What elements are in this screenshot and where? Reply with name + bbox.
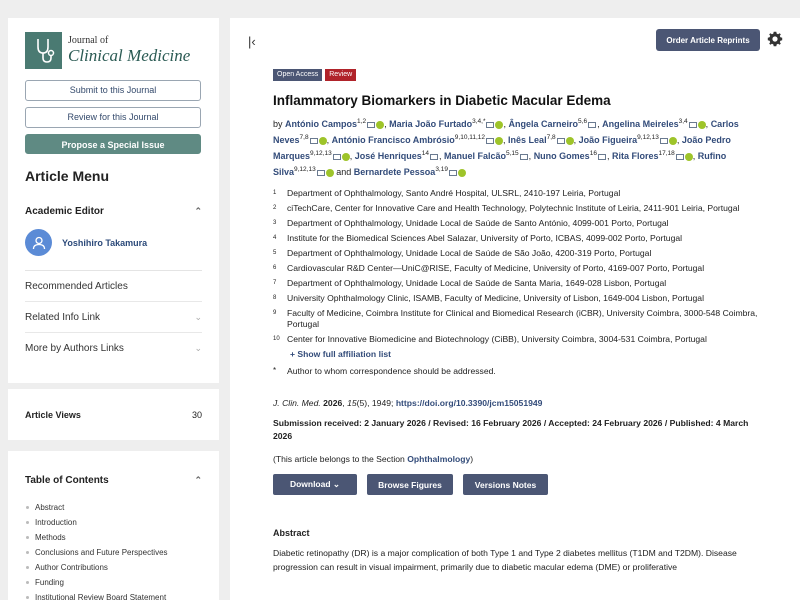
author-affil-sup: 1,2 (357, 118, 367, 125)
stethoscope-icon (25, 32, 62, 69)
orcid-icon[interactable] (458, 169, 466, 177)
author-link[interactable]: Carlos Neves (273, 119, 739, 145)
author-link[interactable]: João Figueira (578, 135, 638, 145)
affiliation-number: 3 (273, 220, 277, 226)
author-list: by António Campos$^{1,2}$ , Maria João Furtado$^{3,4,*}$ , Ângela Carneiro$^{5,6}$ , Angelina Meireles$^{3,4}$ , Carlos Neves$^{7,8}$ , António Francisco Ambrósio$^{9,10,11,12}$ , Inês Leal$^{7,8}$ , João Figueira$^{9,12,13}$ , João Pedro Marques$^{9,12,13}$ , José Henriques$^{14}$ , Manuel Falcão$^{5,15}$ , Nuno Gomes$^{16}$ , Rita Flores$^{17,18}$ , Rufino Silva$^{9,12,13}$ and Bernardete Pessoa$^{3,19}$ (273, 118, 739, 177)
section-prefix: (This article belongs to the Section (273, 454, 408, 464)
toc-item[interactable]: Conclusions and Future Perspectives (25, 545, 202, 560)
affiliation-item (273, 334, 763, 345)
article-views-label: Article Views (25, 409, 81, 420)
toc-toggle[interactable] (25, 475, 202, 486)
article-views-count: 30 (191, 409, 202, 420)
affiliation-text: Cardiovascular R&D Center—UniC@RISE, Faculty of Medicine, University of Porto, 4169-007 Porto, Portugal (287, 263, 705, 273)
affiliation-text: Institute for the Biomedical Sciences Abel Salazar, University of Porto, ICBAS, 4099-002 Porto, Portugal (287, 233, 683, 243)
affiliation-text: University Ophthalmology Clinic, ISAMB, Faculty of Medicine, University of Lisbon, 1649-004 Lisbon, Portugal (287, 293, 704, 303)
email-icon[interactable] (430, 154, 438, 160)
affiliation-item (273, 293, 763, 304)
abstract-text: Diabetic retinopathy (DR) is a major complication of both Type 1 and Type 2 diabetes mellitus (T1DM and T2DM). Disease progression can result in visual impairment, primarily due to diabetic macular edema (DME) or proliferative (273, 548, 737, 572)
email-icon[interactable] (486, 138, 494, 144)
email-icon[interactable] (449, 170, 457, 176)
chevron-down-icon: ⌄ (194, 311, 202, 322)
author-affil-sup: 9,12,13 (310, 150, 332, 157)
more-by-authors-link[interactable] (25, 333, 202, 364)
author-affil-sup: 3,19 (435, 166, 448, 173)
abstract-title: Abstract (273, 528, 310, 538)
affiliation-item (273, 263, 763, 274)
email-icon[interactable] (598, 154, 606, 160)
order-reprints-button[interactable]: Order Article Reprints (656, 29, 760, 51)
author-affil-sup: 9,12,13 (637, 134, 659, 141)
editor-name: Yoshihiro Takamura (62, 237, 148, 248)
author-affil-sup: 3,4 (678, 118, 688, 125)
chevron-down-icon: ⌄ (332, 479, 341, 489)
email-icon[interactable] (689, 122, 697, 128)
orcid-icon[interactable] (326, 169, 334, 177)
related-info-label: Related Info Link (25, 311, 101, 323)
affiliation-item (273, 308, 763, 330)
section-link[interactable]: Ophthalmology (407, 454, 471, 464)
toc-item[interactable]: Introduction (25, 515, 202, 530)
author-link[interactable]: Bernardete Pessoa (353, 167, 436, 177)
table-of-contents-card (8, 451, 219, 600)
email-icon[interactable] (660, 138, 668, 144)
orcid-icon[interactable] (376, 121, 384, 129)
affiliation-item (273, 218, 763, 229)
affiliation-number: 6 (273, 265, 277, 271)
review-journal-button[interactable]: Review for this Journal (25, 107, 201, 128)
affiliation-number: 8 (273, 295, 277, 301)
author-link[interactable]: Inês Leal (508, 135, 547, 145)
download-label: Download (289, 479, 331, 489)
journal-logo[interactable] (25, 31, 202, 69)
chevron-up-icon: ⌃ (194, 475, 202, 485)
author-link[interactable]: João Pedro Marques (273, 135, 731, 161)
author-link[interactable]: José Henriques (354, 151, 422, 161)
author-link[interactable]: Ângela Carneiro (508, 119, 579, 129)
orcid-icon[interactable] (698, 121, 706, 129)
email-icon[interactable] (333, 154, 341, 160)
email-icon[interactable] (520, 154, 528, 160)
article-title: Inflammatory Biomarkers in Diabetic Macular Edema (273, 93, 611, 108)
citation-line: J. Clin. Med. 2026, 15(5), 1949; https://doi.org/10.3390/jcm15051949 (273, 398, 543, 408)
author-link[interactable]: Angelina Meireles (602, 119, 679, 129)
orcid-icon[interactable] (685, 153, 693, 161)
submit-journal-button[interactable]: Submit to this Journal (25, 80, 201, 101)
email-icon[interactable] (588, 122, 596, 128)
article-menu-card (8, 18, 219, 383)
affiliation-number: 2 (273, 205, 277, 211)
recommended-articles-label: Recommended Articles (25, 280, 128, 292)
open-access-badge[interactable]: Open Access (273, 69, 322, 81)
affiliation-number: 4 (273, 235, 277, 241)
affiliation-item (273, 278, 763, 289)
affiliation-item (273, 248, 763, 259)
author-affil-sup: 5,6 (578, 118, 588, 125)
affiliation-number: 10 (273, 336, 280, 342)
affiliation-text: Faculty of Medicine, Coimbra Institute for Clinical and Biomedical Research (iCBR), University Coimbra, 3000-548 Coimbra, Portugal (287, 308, 758, 329)
author-link[interactable]: Rita Flores (611, 151, 659, 161)
email-icon[interactable] (367, 122, 375, 128)
section-suffix: ) (470, 454, 474, 464)
toc-item[interactable]: Funding (25, 575, 202, 590)
author-link[interactable]: Rufino Silva (273, 151, 727, 177)
user-avatar-icon (25, 229, 52, 256)
chevron-down-icon: ⌄ (194, 343, 202, 353)
affiliation-number: 1 (273, 190, 277, 196)
affiliation-number: 9 (273, 310, 277, 316)
gear-icon[interactable] (767, 31, 783, 47)
author-affil-sup: 9,10,11,12 (454, 134, 486, 141)
toc-item[interactable]: Methods (25, 530, 202, 545)
toc-item[interactable]: Abstract (25, 500, 202, 515)
browse-figures-button[interactable]: Browse Figures (367, 474, 453, 495)
author-link[interactable]: António Francisco Ambrósio (331, 135, 455, 145)
email-icon[interactable] (486, 122, 494, 128)
citation-rest: (5), 1949; (356, 398, 394, 408)
author-link[interactable]: Manuel Falcão (444, 151, 507, 161)
academic-editor[interactable] (25, 229, 202, 271)
affiliation-item (273, 233, 763, 244)
affiliation-number: 7 (273, 280, 277, 286)
affiliation-text: ciTechCare, Center for Innovative Care and Health Technology, Polytechnic Institute of Leiria, 2411-901 Leiria, Portugal (287, 203, 740, 213)
toc-item[interactable]: Institutional Review Board Statement (25, 590, 202, 600)
more-by-authors-label: More by Authors Links (25, 343, 124, 354)
orcid-icon[interactable] (319, 137, 327, 145)
citation-year: 2026 (323, 398, 343, 408)
correspondence-mark: * (273, 366, 277, 375)
affiliation-item (273, 203, 763, 214)
citation-journal: J. Clin. Med. (273, 398, 321, 408)
propose-special-issue-button[interactable]: Propose a Special Issue (25, 134, 201, 154)
related-info-link[interactable] (25, 302, 202, 333)
orcid-icon[interactable] (566, 137, 574, 145)
author-affil-sup: 5,15 (506, 150, 519, 157)
author-affil-sup: 7,8 (546, 134, 556, 141)
by-label: by (273, 119, 283, 129)
affiliation-text: Department of Ophthalmology, Unidade Local de Saúde de Santa Maria, 1649-028 Lisbon, Portugal (287, 278, 667, 288)
journal-name-line2: Clinical Medicine (68, 46, 191, 65)
academic-editor-toggle[interactable] (25, 206, 202, 217)
affiliation-text: Department of Ophthalmology, Unidade Local de Saúde de São João, 4200-319 Porto, Portugal (287, 248, 652, 258)
versions-notes-button[interactable]: Versions Notes (463, 474, 548, 495)
journal-name-line1: Journal of (68, 35, 109, 46)
review-badge: Review (325, 69, 356, 81)
author-affil-sup: 14 (421, 150, 429, 157)
publication-dates: Submission received: 2 January 2026 / Revised: 16 February 2026 / Accepted: 24 February 2026 / Published: 4 March 2026 (273, 418, 749, 441)
download-button[interactable] (273, 474, 357, 495)
orcid-icon[interactable] (495, 121, 503, 129)
and-label: and (336, 167, 352, 177)
correspondence-note (273, 366, 763, 376)
collapse-sidebar-icon[interactable]: |‹ (248, 34, 256, 49)
recommended-articles-link[interactable] (25, 271, 202, 302)
email-icon[interactable] (310, 138, 318, 144)
doi-link[interactable]: https://doi.org/10.3390/jcm15051949 (395, 398, 543, 408)
affiliation-text: Department of Ophthalmology, Santo André Hospital, ULSRL, 2410-197 Leiria, Portugal (287, 188, 621, 198)
author-affil-sup: 7,8 (299, 134, 309, 141)
toc-title: Table of Contents (25, 475, 109, 486)
orcid-icon[interactable] (495, 137, 503, 145)
author-link[interactable]: Nuno Gomes (533, 151, 590, 161)
toc-item[interactable]: Author Contributions (25, 560, 202, 575)
affiliation-list (273, 188, 763, 376)
show-affiliations-link[interactable]: + Show full affiliation list (290, 349, 391, 359)
article-menu-title: Article Menu (25, 168, 110, 184)
author-affil-sup: 9,12,13 (294, 166, 316, 173)
author-affil-sup: 3,4,* (472, 118, 486, 125)
chevron-up-icon: ⌃ (194, 206, 202, 216)
affiliation-item (273, 188, 763, 199)
author-link[interactable]: Maria João Furtado (389, 119, 473, 129)
article-panel (230, 18, 800, 600)
correspondence-text: Author to whom correspondence should be addressed. (287, 366, 496, 376)
email-icon[interactable] (317, 170, 325, 176)
orcid-icon[interactable] (342, 153, 350, 161)
email-icon[interactable] (676, 154, 684, 160)
article-views-card (8, 389, 219, 440)
author-link[interactable]: António Campos (285, 119, 358, 129)
affiliation-text: Department of Ophthalmology, Unidade Local de Saúde de Santo António, 4099-001 Porto, Portugal (287, 218, 669, 228)
author-affil-sup: 16 (589, 150, 597, 157)
orcid-icon[interactable] (669, 137, 677, 145)
citation-volume: 15 (347, 398, 357, 408)
author-affil-sup: 17,18 (658, 150, 675, 157)
affiliation-text: Center for Innovative Biomedicine and Biotechnology (CiBB), University Coimbra, 3004-531 Coimbra, Portugal (287, 334, 707, 344)
section-note (273, 454, 763, 464)
affiliation-number: 5 (273, 250, 277, 256)
email-icon[interactable] (557, 138, 565, 144)
academic-editor-label: Academic Editor (25, 206, 104, 217)
